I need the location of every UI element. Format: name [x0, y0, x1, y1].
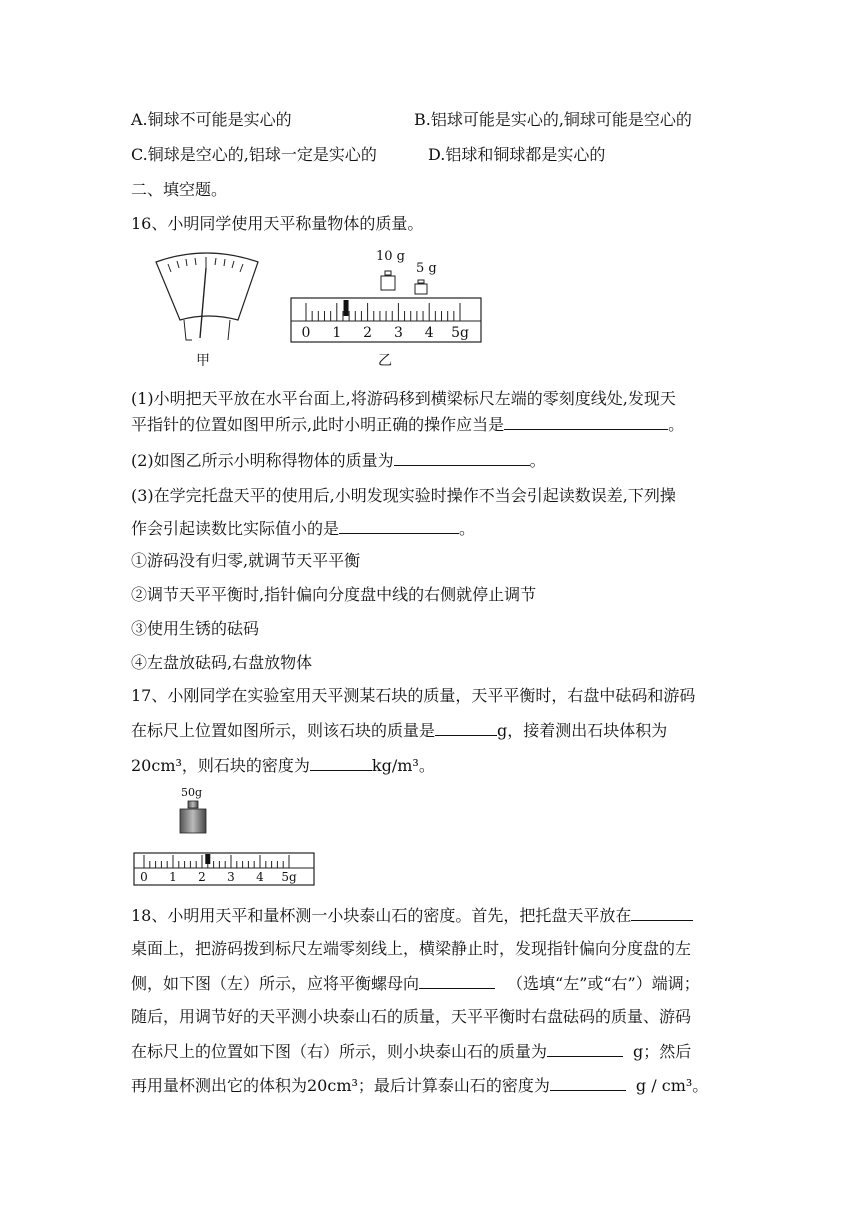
scale-tick-label: 0: [301, 325, 311, 341]
rider-marker: [344, 300, 349, 316]
answer-blank-q18-2[interactable]: [419, 972, 495, 989]
q18-line2: 桌面上，把游码拨到标尺左端零刻线上，横梁静止时，发现指针偏向分度盘的左: [131, 939, 692, 958]
scale-tick-label: 4: [256, 870, 264, 884]
q16-p2-end: 。: [529, 451, 546, 470]
q18-line6-text: 再用量杯测出它的体积为20cm³；最后计算泰山石的密度为: [131, 1076, 550, 1095]
beam-scale-yi: [290, 297, 482, 343]
scale-tick-label: 5g: [281, 870, 297, 884]
scale-tick-label: 4: [424, 325, 434, 341]
q18-line3-text: 侧，如下图（左）所示，应将平衡螺母向: [131, 974, 420, 993]
q18-line5: [131, 1040, 691, 1063]
answer-blank-q18-1[interactable]: [631, 904, 693, 921]
answer-blank-q16-1[interactable]: [504, 413, 668, 430]
weight-5g-icon: [414, 279, 428, 295]
q16-choice-1: ①游码没有归零,就调节天平平衡: [131, 551, 361, 570]
q17-line3-unit: kg/m³。: [371, 756, 435, 775]
figure-jia-pointer-scale: [150, 248, 266, 344]
q16-stem: 16、小明同学使用天平称量物体的质量。: [131, 214, 424, 233]
scale-tick-label: 2: [363, 325, 373, 341]
q16-p1-line1: (1)小明把天平放在水平台面上,将游码移到横梁标尺左端的零刻度线处,发现天: [131, 389, 676, 408]
option-c: C.铜球是空心的,铝球一定是实心的: [131, 145, 377, 164]
answer-blank-q17-1[interactable]: [435, 719, 497, 736]
scale-tick-label: 1: [169, 870, 177, 884]
q18-line3: [131, 972, 700, 995]
answer-blank-q18-4[interactable]: [550, 1074, 626, 1091]
q16-choice-3: ③使用生锈的砝码: [131, 619, 260, 638]
figure-yi-label: 乙: [378, 353, 392, 369]
q16-p3-line2: [131, 517, 475, 540]
q16-p3-line1: (3)在学完托盘天平的使用后,小明发现实验时操作不当会引起读数误差,下列操: [131, 486, 676, 505]
weight-10g-label: 10 g: [376, 249, 405, 264]
q18-line4: 随后，用调节好的天平测小块泰山石的质量，天平平衡时右盘砝码的质量、游码: [131, 1007, 692, 1026]
rider-marker: [205, 854, 210, 864]
weight-5g-label: 5 g: [416, 261, 437, 276]
figure-jia-label: 甲: [196, 353, 210, 369]
q18-line6: [131, 1074, 708, 1097]
q18-line5-unit: g；然后: [633, 1042, 692, 1061]
q16-p1-end: 。: [668, 415, 685, 434]
answer-blank-q18-3[interactable]: [547, 1040, 623, 1057]
weight-50g-label: 50g: [181, 786, 203, 799]
option-d: D.铝球和铜球都是实心的: [428, 145, 606, 164]
weight-50g-icon: [178, 800, 208, 834]
q17-line3-text: 20cm³，则石块的密度为: [131, 756, 310, 775]
q18-line5-text: 在标尺上的位置如下图（右）所示，则小块泰山石的质量为: [131, 1042, 548, 1061]
q17-line2: [131, 719, 667, 742]
q16-p1-line2: [131, 413, 684, 436]
q17-line2-text: 在标尺上位置如图所示，则该石块的质量是: [131, 721, 436, 740]
q17-line3: [131, 754, 435, 777]
section-heading: 二、填空题。: [131, 180, 228, 199]
q18-line6-unit: g / cm³。: [635, 1076, 709, 1095]
option-b: B.铝球可能是实心的,铜球可能是空心的: [414, 110, 692, 129]
q16-p1-text: 平指针的位置如图甲所示,此时小明正确的操作应当是: [131, 415, 505, 434]
q16-p2: [131, 449, 546, 472]
scale-tick-label: 0: [140, 870, 148, 884]
q17-line1: 17、小刚同学在实验室用天平测某石块的质量，天平平衡时，右盘中砝码和游码: [131, 686, 696, 705]
scale-tick-label: 1: [332, 325, 342, 341]
scale-tick-label: 5g: [451, 325, 469, 341]
beam-scale-q17: [133, 852, 315, 886]
answer-blank-q17-2[interactable]: [310, 754, 372, 771]
q16-p3-text: 作会引起读数比实际值小的是: [131, 519, 340, 538]
q16-choice-2: ②调节天平平衡时,指针偏向分度盘中线的右侧就停止调节: [131, 585, 537, 604]
scale-tick-label: 3: [393, 325, 403, 341]
q16-p3-end: 。: [459, 519, 476, 538]
scale-tick-label: 2: [198, 870, 206, 884]
answer-blank-q16-3[interactable]: [339, 517, 459, 534]
answer-blank-q16-2[interactable]: [394, 449, 530, 466]
q16-p2-text: (2)如图乙所示小明称得物体的质量为: [131, 451, 394, 470]
q17-line2-unit: g，接着测出石块体积为: [497, 721, 668, 740]
option-a: A.铜球不可能是实心的: [131, 110, 292, 129]
scale-tick-label: 3: [227, 870, 235, 884]
q18-line1-text: 18、小明用天平和量杯测一小块泰山石的密度。首先，把托盘天平放在: [131, 906, 632, 925]
q18-line3-note: （选填“左”或“右”）端调；: [507, 974, 700, 993]
weight-10g-icon: [380, 270, 396, 292]
q16-choice-4: ④左盘放砝码,右盘放物体: [131, 653, 313, 672]
q18-line1: [131, 904, 693, 927]
